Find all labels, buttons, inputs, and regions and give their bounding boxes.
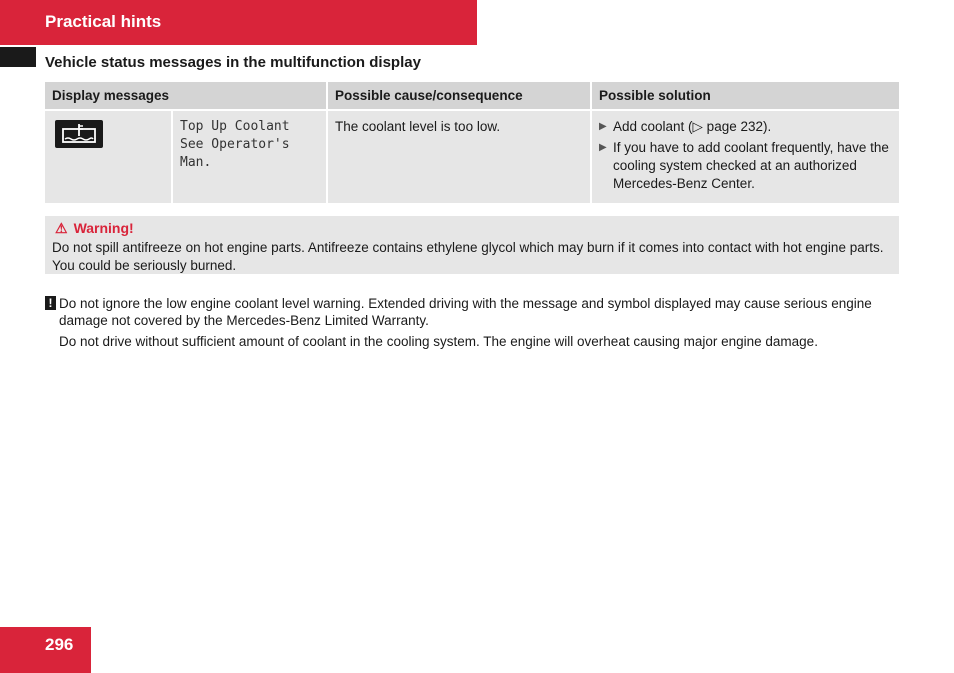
solution-text: Add coolant (▷ page 232). <box>613 119 772 134</box>
solution-item <box>599 118 892 136</box>
header-display-messages: Display messages <box>45 82 327 110</box>
note-paragraph: Do not ignore the low engine coolant level warning. Extended driving with the message and symbol displayed may cause serious engine damage not covered by the Mercedes-Benz Limited Warranty. <box>59 296 872 328</box>
caution-note <box>45 295 899 354</box>
warning-text: Do not spill antifreeze on hot engine parts. Antifreeze contains ethylene glycol which may burn if it comes into contact with hot engine parts. You could be seriously burned. <box>52 240 884 273</box>
side-tab-marker <box>0 47 36 67</box>
note-paragraph: Do not drive without sufficient amount of coolant in the cooling system. The engine will overheat causing major engine damage. <box>59 334 818 349</box>
table-header-row <box>45 82 899 110</box>
warning-heading <box>55 220 134 237</box>
page-number: 296 <box>45 635 74 654</box>
coolant-level-icon <box>55 120 103 148</box>
warning-title: Warning! <box>73 220 134 236</box>
page-number-box <box>0 627 91 673</box>
header-possible-solution: Possible solution <box>591 82 899 110</box>
header-bar <box>0 0 477 45</box>
bullet-arrow-icon: ▶ <box>599 121 607 132</box>
cause-text: The coolant level is too low. <box>335 119 501 134</box>
exclamation-icon: ! <box>45 296 56 310</box>
status-messages-table <box>45 82 899 203</box>
header-title: Practical hints <box>45 12 162 31</box>
cause-cell <box>327 110 591 203</box>
solution-cell <box>591 110 899 203</box>
display-message-text: Top Up Coolant See Operator's Man. <box>180 119 290 170</box>
header-possible-cause: Possible cause/consequence <box>327 82 591 110</box>
warning-box <box>45 216 899 274</box>
solution-text: If you have to add coolant frequently, have the cooling system checked at an authorized Mercedes-Benz Center. <box>613 140 889 191</box>
section-title: Vehicle status messages in the multifunction display <box>45 54 421 71</box>
icon-cell <box>45 110 172 203</box>
display-message-cell <box>172 110 327 203</box>
bullet-arrow-icon: ▶ <box>599 142 607 153</box>
table-row <box>45 110 899 203</box>
warning-triangle-icon: ⚠ <box>55 220 68 236</box>
solution-item <box>599 139 892 193</box>
